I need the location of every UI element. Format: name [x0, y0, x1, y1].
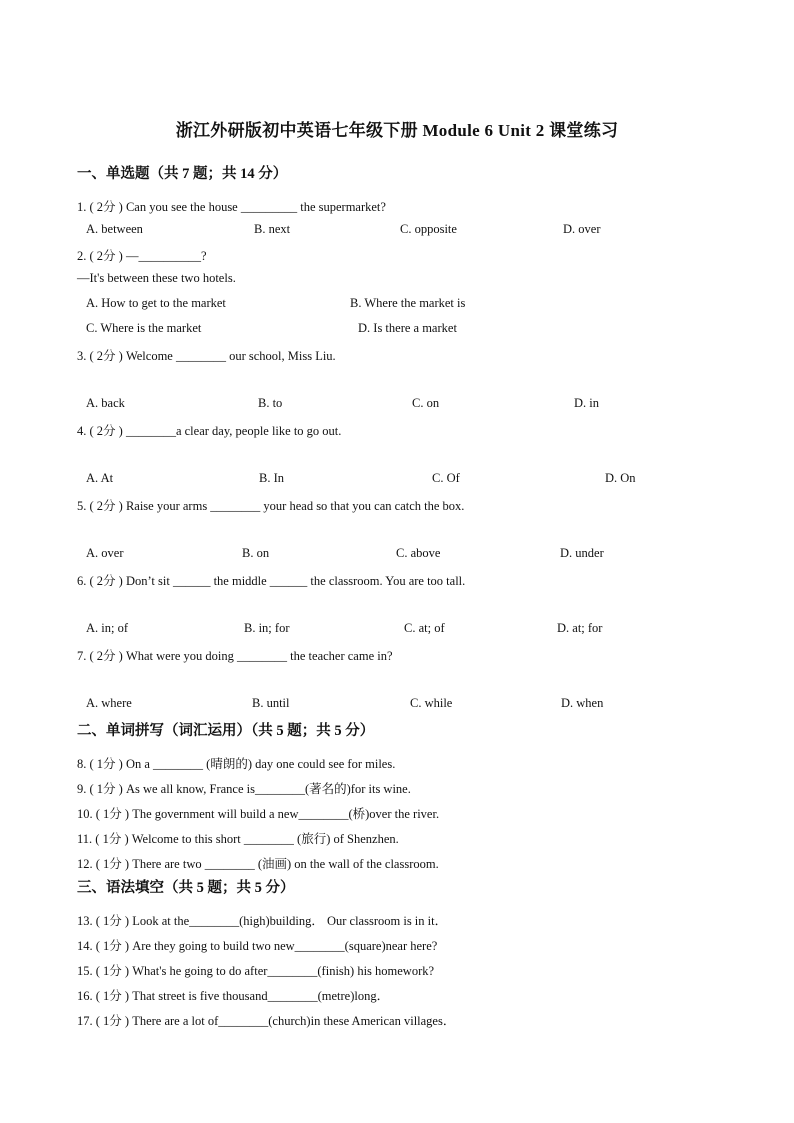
- q2-option-c: C. Where is the market: [86, 321, 202, 335]
- question-2-reply: —It's between these two hotels.: [77, 271, 236, 285]
- question-16: 16. ( 1分 ) That street is five thousand________(metre)long．: [77, 989, 390, 1003]
- question-7: 7. ( 2分 ) What were you doing ________ the teacher came in?: [77, 649, 393, 663]
- page-title: 浙江外研版初中英语七年级下册 Module 6 Unit 2 课堂练习: [175, 121, 619, 140]
- question-13: 13. ( 1分 ) Look at the________(high)building． Our classroom is in it．: [77, 914, 448, 928]
- q1-option-d: D. over: [563, 222, 601, 236]
- q2-option-d: D. Is there a market: [358, 321, 457, 335]
- question-17: 17. ( 1分 ) There are a lot of________(church)in these American villages．: [77, 1014, 456, 1028]
- q7-option-a: A. where: [86, 696, 132, 710]
- q1-option-c: C. opposite: [400, 222, 457, 236]
- question-12: 12. ( 1分 ) There are two ________ (油画) on the wall of the classroom.: [77, 857, 439, 871]
- question-6: 6. ( 2分 ) Don’t sit ______ the middle ______ the classroom. You are too tall.: [77, 574, 466, 588]
- question-11: 11. ( 1分 ) Welcome to this short ________ (旅行) of Shenzhen.: [77, 832, 399, 846]
- section-heading-single-choice: 一、单选题（共 7 题；共 14 分）: [77, 166, 288, 182]
- question-5: 5. ( 2分 ) Raise your arms ________ your head so that you can catch the box.: [77, 499, 465, 513]
- section-heading-grammar-fill: 三、语法填空（共 5 题；共 5 分）: [77, 880, 295, 896]
- question-14: 14. ( 1分 ) Are they going to build two new________(square)near here?: [77, 939, 438, 953]
- q4-option-c: C. Of: [432, 471, 460, 485]
- question-3: 3. ( 2分 ) Welcome ________ our school, Miss Liu.: [77, 349, 336, 363]
- question-15: 15. ( 1分 ) What's he going to do after________(finish) his homework?: [77, 964, 435, 978]
- q7-option-b: B. until: [252, 696, 290, 710]
- q4-option-a: A. At: [86, 471, 114, 485]
- q5-option-b: B. on: [242, 546, 270, 560]
- question-2: 2. ( 2分 ) —__________?: [77, 249, 207, 263]
- q2-option-b: B. Where the market is: [350, 296, 466, 310]
- q3-option-b: B. to: [258, 396, 283, 410]
- question-10: 10. ( 1分 ) The government will build a new________(桥)over the river.: [77, 807, 440, 821]
- q5-option-a: A. over: [86, 546, 124, 560]
- q2-option-a: A. How to get to the market: [86, 296, 226, 310]
- question-1: 1. ( 2分 ) Can you see the house _________ the supermarket?: [77, 200, 386, 214]
- question-8: 8. ( 1分 ) On a ________ (晴朗的) day one could see for miles.: [77, 757, 396, 771]
- q6-option-a: A. in; of: [86, 621, 129, 635]
- q5-option-c: C. above: [396, 546, 441, 560]
- q3-option-c: C. on: [412, 396, 440, 410]
- section-heading-word-spelling: 二、单词拼写（词汇运用）（共 5 题；共 5 分）: [77, 723, 375, 739]
- q1-option-a: A. between: [86, 222, 143, 236]
- q7-option-d: D. when: [561, 696, 604, 710]
- q3-option-d: D. in: [574, 396, 599, 410]
- question-9: 9. ( 1分 ) As we all know, France is________(著名的)for its wine.: [77, 782, 411, 796]
- q7-option-c: C. while: [410, 696, 453, 710]
- q4-option-d: D. On: [605, 471, 636, 485]
- q5-option-d: D. under: [560, 546, 604, 560]
- q3-option-a: A. back: [86, 396, 125, 410]
- question-4: 4. ( 2分 ) ________a clear day, people like to go out.: [77, 424, 342, 438]
- q4-option-b: B. In: [259, 471, 284, 485]
- q6-option-d: D. at; for: [557, 621, 603, 635]
- q1-option-b: B. next: [254, 222, 291, 236]
- q6-option-b: B. in; for: [244, 621, 290, 635]
- q6-option-c: C. at; of: [404, 621, 445, 635]
